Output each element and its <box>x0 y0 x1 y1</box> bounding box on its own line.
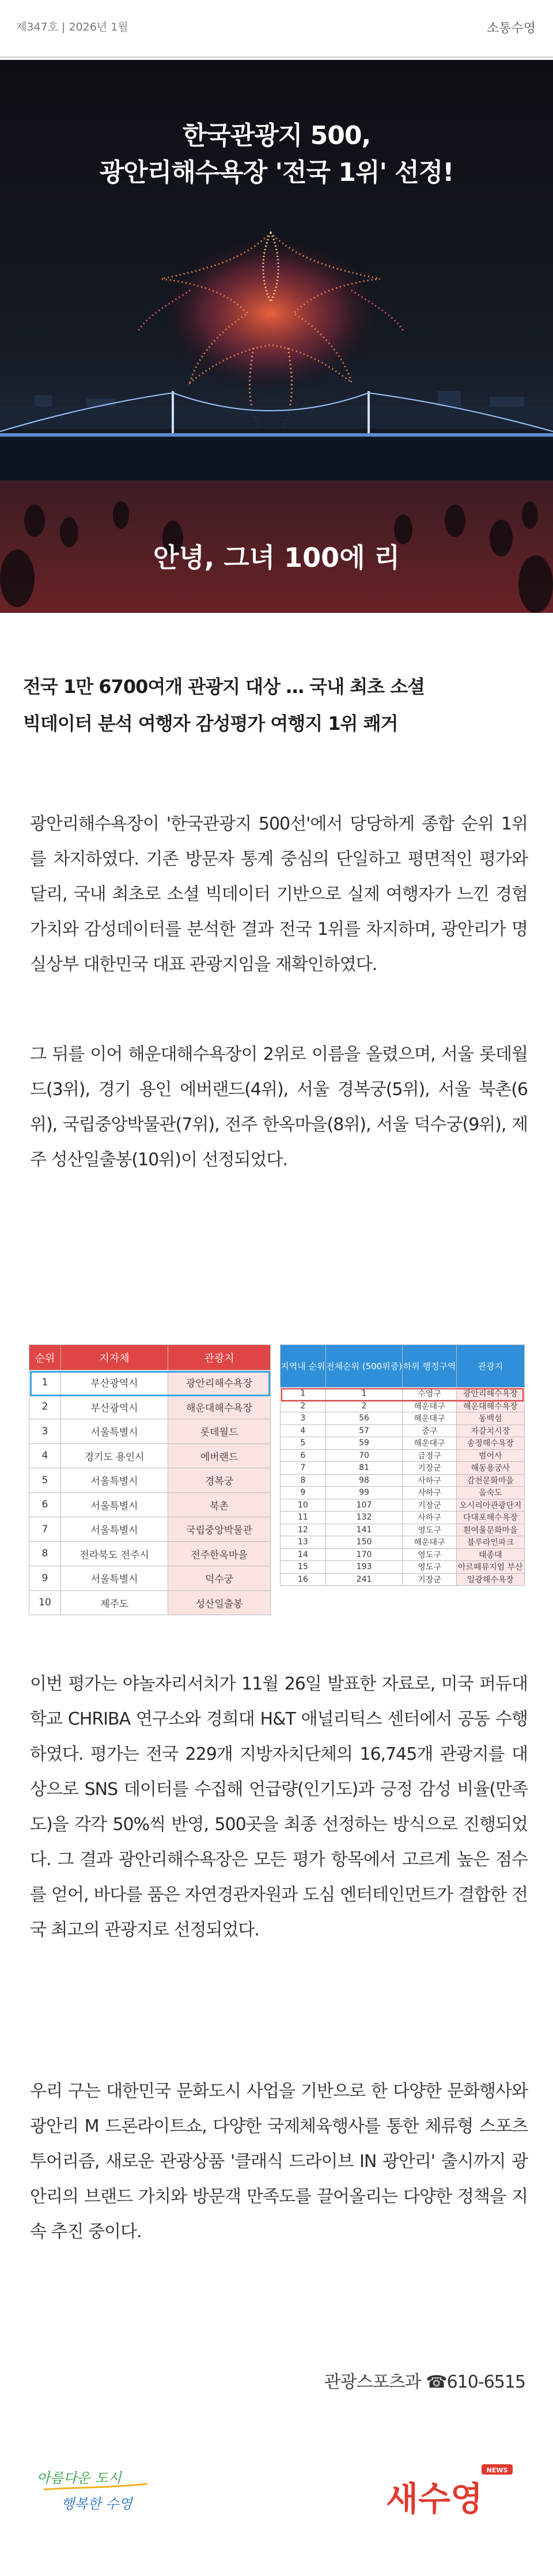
table-cell: 을숙도 <box>456 1487 524 1499</box>
table-row <box>281 1412 525 1425</box>
logo-text: 새수영 <box>386 2479 483 2518</box>
table-row <box>281 1437 525 1450</box>
ranking-table-busan <box>280 1344 525 1586</box>
slogan-line1: 아름다운 도시 <box>37 2470 122 2486</box>
table-row <box>29 1419 271 1444</box>
table-cell: 다대포해수욕장 <box>456 1511 524 1524</box>
table-cell: 5 <box>281 1437 326 1450</box>
table-cell: 2 <box>325 1400 403 1412</box>
table-cell: 5 <box>29 1468 61 1493</box>
highlight-rank-1-national <box>30 1371 270 1396</box>
table-cell: 8 <box>281 1474 326 1487</box>
table-cell: 57 <box>325 1425 403 1437</box>
city-slogan-logo <box>32 2454 165 2523</box>
table-cell: 6 <box>29 1492 61 1517</box>
logo-badge: NEWS <box>486 2467 508 2474</box>
hero-title <box>0 118 553 191</box>
table-cell: 4 <box>29 1444 61 1468</box>
table-cell: 아르떼뮤지엄 부산 <box>456 1561 524 1574</box>
table-cell: 4 <box>281 1425 326 1437</box>
page-footer <box>0 2442 553 2576</box>
table-cell: 영도구 <box>403 1548 456 1561</box>
table-cell: 기장군 <box>403 1499 456 1511</box>
table-cell: 해운대구 <box>403 1536 456 1549</box>
table-cell: 3 <box>281 1412 326 1425</box>
table-cell: 170 <box>325 1548 403 1561</box>
hero-title-line1: 한국관광지 500, <box>182 121 371 150</box>
table-cell: 동백섬 <box>456 1412 524 1425</box>
lead-subtitle <box>23 668 530 742</box>
table-cell: 수영구 <box>403 1388 456 1400</box>
table-cell: 81 <box>325 1462 403 1475</box>
table-cell: 141 <box>325 1524 403 1536</box>
table-cell: 13 <box>281 1536 326 1549</box>
hero-title-line2: 광안리해수욕장 '전국 1위' 선정! <box>99 158 454 187</box>
table-cell: 감천문화마을 <box>456 1474 524 1487</box>
table-cell: 6 <box>281 1449 326 1462</box>
table-cell: 107 <box>325 1499 403 1511</box>
table-row <box>281 1400 525 1412</box>
paragraph-4: 우리 구는 대한민국 문화도시 사업을 기반으로 한 다양한 문화행사와 광안리 M 드론라이트쇼, 다양한 국제체육행사를 통한 체류형 스포츠 투어리즘, 새로운 관광상품 '클래식 드라이브 IN 광안리' 출시까지 광안리의 브랜드 가치와 방문객 만족도를 끌어올리는 다양한 정책을 지속 추진 중이다. <box>30 2081 528 2242</box>
table-row <box>281 1524 525 1536</box>
table-cell: 국립중앙박물관 <box>168 1517 271 1542</box>
table-cell: 해운대해수욕장 <box>168 1395 271 1419</box>
table-cell: 사하구 <box>403 1474 456 1487</box>
table-cell: 광안리해수욕장 <box>168 1370 271 1395</box>
table-cell: 1 <box>325 1388 403 1400</box>
table-cell: 해동용궁사 <box>456 1462 524 1475</box>
column-header: 전체순위 (500위중) <box>325 1345 403 1388</box>
page-header <box>0 0 553 58</box>
table-row <box>29 1566 271 1591</box>
table-row <box>281 1548 525 1561</box>
phoenix-drone-shape <box>138 233 403 429</box>
table-row <box>29 1492 271 1517</box>
table-cell: 15 <box>281 1561 326 1574</box>
paragraph-3: 이번 평가는 야놀자리서치가 11월 26일 발표한 자료로, 미국 퍼듀대학교 CHRIBA 연구소와 경희대 H&T 애널리틱스 센터에서 공동 수행하였다. 평가는 전국 229개 지방자치단체의 16,745개 관광지를 대상으로 SNS 데이터를 수집해 언급량(인기도)과 긍정 감성 비율(만족도)을 각각 50%씩 반영, 500곳을 최종 선정하는 방식으로 진행되었다. 그 결과 광안리해수욕장은 모든 평가 항목에서 고르게 높은 점수를 얻어, 바다를 품은 자연경관자원과 도심 엔터테인먼트가 결합한 전국 최고의 관광지로 선정되었다. <box>30 1674 528 1940</box>
table-cell: 해운대구 <box>403 1437 456 1450</box>
table-cell: 2 <box>281 1400 326 1412</box>
column-header: 관광지 <box>456 1345 524 1388</box>
table-cell: 9 <box>29 1566 61 1591</box>
table-cell: 성산일출봉 <box>168 1590 271 1615</box>
table-cell: 해운대해수욕장 <box>456 1400 524 1412</box>
table-cell: 16 <box>281 1573 326 1586</box>
table-row <box>281 1561 525 1574</box>
table-cell: 70 <box>325 1449 403 1462</box>
table-cell: 롯데월드 <box>168 1419 271 1444</box>
table-cell: 부산광역시 <box>60 1395 168 1419</box>
table-cell: 8 <box>29 1541 61 1566</box>
table-cell: 블루라인파크 <box>456 1536 524 1549</box>
table-cell: 해운대구 <box>403 1400 456 1412</box>
table-row <box>281 1511 525 1524</box>
table-cell: 서울특별시 <box>60 1492 168 1517</box>
table-cell: 12 <box>281 1524 326 1536</box>
table-row <box>29 1541 271 1566</box>
table-cell: 경기도 용인시 <box>60 1444 168 1468</box>
table-cell: 사하구 <box>403 1487 456 1499</box>
table-cell: 2 <box>29 1395 61 1419</box>
column-header: 지역내 순위 <box>281 1345 326 1388</box>
column-header: 지자체 <box>60 1345 168 1370</box>
table-cell: 제주도 <box>60 1590 168 1615</box>
table-cell: 99 <box>325 1487 403 1499</box>
section-name: 소통수영 <box>486 21 536 36</box>
table-row <box>29 1444 271 1468</box>
table-cell: 56 <box>325 1412 403 1425</box>
column-header: 순위 <box>29 1345 61 1370</box>
table-row <box>281 1487 525 1499</box>
table-cell: 14 <box>281 1548 326 1561</box>
table-cell: 중구 <box>403 1425 456 1437</box>
table-cell: 59 <box>325 1437 403 1450</box>
table-cell: 132 <box>325 1511 403 1524</box>
table-cell: 덕수궁 <box>168 1566 271 1591</box>
table-cell: 오시리아관광단지 <box>456 1499 524 1511</box>
table-cell: 9 <box>281 1487 326 1499</box>
table-cell: 전라북도 전주시 <box>60 1541 168 1566</box>
table-row <box>281 1462 525 1475</box>
table-cell: 3 <box>29 1419 61 1444</box>
paragraph-1: 광안리해수욕장이 '한국관광지 500선'에서 당당하게 종합 순위 1위를 차지하였다. 기존 방문자 통계 중심의 단일하고 평면적인 평가와 달리, 국내 최초로 소셜 빅데이터 기반으로 실제 여행자가 느낀 경험 가치와 감성데이터를 분석한 결과 전국 1위를 차지하며, 광안리가 명실상부 대한민국 대표 관광지임을 재확인하였다. <box>30 814 528 975</box>
table-cell: 10 <box>281 1499 326 1511</box>
table-cell: 해운대구 <box>403 1412 456 1425</box>
column-header: 관광지 <box>168 1345 271 1370</box>
table-cell: 241 <box>325 1573 403 1586</box>
department-contact: 관광스포츠과 ☎610-6515 <box>324 2372 525 2392</box>
table-cell: 흰여울문화마을 <box>456 1524 524 1536</box>
lead-line2: 빅데이터 분석 여행자 감성평가 여행지 1위 쾌거 <box>23 713 398 734</box>
table-cell: 10 <box>29 1590 61 1615</box>
table-cell: 부산광역시 <box>60 1370 168 1395</box>
table-row <box>281 1499 525 1511</box>
drone-lit-text: 안녕, 그녀 100에 리 <box>153 542 400 573</box>
table-cell: 1 <box>281 1388 326 1400</box>
table-cell: 기장군 <box>403 1462 456 1475</box>
table-row <box>281 1536 525 1549</box>
table-cell: 서울특별시 <box>60 1566 168 1591</box>
table-row <box>281 1449 525 1462</box>
table-cell: 범어사 <box>456 1449 524 1462</box>
table-cell: 금정구 <box>403 1449 456 1462</box>
table-cell: 사하구 <box>403 1511 456 1524</box>
table-cell: 11 <box>281 1511 326 1524</box>
table-row <box>29 1517 271 1542</box>
table-cell: 에버랜드 <box>168 1444 271 1468</box>
table-cell: 태종대 <box>456 1548 524 1561</box>
table-cell: 경복궁 <box>168 1468 271 1493</box>
table-cell: 7 <box>29 1517 61 1542</box>
table-cell: 광안리해수욕장 <box>456 1388 524 1400</box>
table-cell: 일광해수욕장 <box>456 1573 524 1586</box>
table-cell: 98 <box>325 1474 403 1487</box>
table-cell: 자갈치시장 <box>456 1425 524 1437</box>
table-cell: 영도구 <box>403 1561 456 1574</box>
table-cell: 전주한옥마을 <box>168 1541 271 1566</box>
table-cell: 150 <box>325 1536 403 1549</box>
table-cell: 서울특별시 <box>60 1517 168 1542</box>
table-cell: 송정해수욕장 <box>456 1437 524 1450</box>
table-row <box>29 1590 271 1615</box>
newsletter-logo <box>380 2460 530 2523</box>
table-row <box>281 1474 525 1487</box>
table-row <box>281 1573 525 1586</box>
table-cell: 영도구 <box>403 1524 456 1536</box>
table-row <box>281 1425 525 1437</box>
issue-info: 제347호 | 2026년 1월 <box>16 21 128 33</box>
table-row <box>29 1395 271 1419</box>
table-cell: 7 <box>281 1462 326 1475</box>
highlight-rank-1-busan <box>281 1388 524 1401</box>
table-cell: 서울특별시 <box>60 1468 168 1493</box>
table-cell: 기장군 <box>403 1573 456 1586</box>
column-header: 하위 행정구역 <box>403 1345 456 1388</box>
slogan-line2: 행복한 수영 <box>61 2496 132 2512</box>
table-cell: 193 <box>325 1561 403 1574</box>
paragraph-2: 그 뒤를 이어 해운대해수욕장이 2위로 이름을 올렸으며, 서울 롯데월드(3위), 경기 용인 에버랜드(4위), 서울 경복궁(5위), 서울 북촌(6위), 국립중앙박물관(7위), 전주 한옥마을(8위), 서울 덕수궁(9위), 제주 성산일출봉(10위)이 선정되었다. <box>30 1044 528 1170</box>
lead-line1: 전국 1만 6700여개 관광지 대상 … 국내 최초 소셜 <box>23 676 425 698</box>
hero-photo <box>0 60 553 613</box>
table-cell: 1 <box>29 1370 61 1395</box>
table-cell: 북촌 <box>168 1492 271 1517</box>
table-cell: 서울특별시 <box>60 1419 168 1444</box>
table-row <box>29 1468 271 1493</box>
